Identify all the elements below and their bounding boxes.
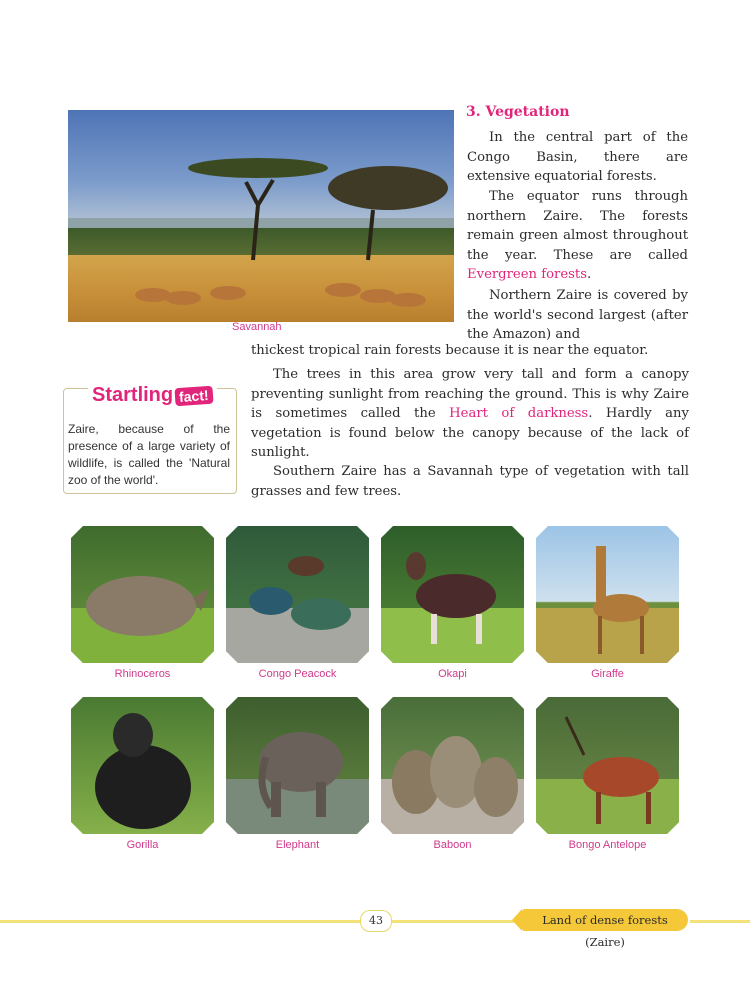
animal-caption: Elephant: [275, 839, 320, 851]
savannah-photo: [68, 110, 454, 322]
gorilla-photo: [71, 697, 214, 834]
heart-of-darkness-term: Heart of darkness: [449, 406, 589, 421]
page-number: 43: [360, 910, 392, 932]
paragraph-1-text: In the central part of the Congo Basin, there are extensive equatorial forests.: [467, 130, 688, 184]
paragraph-2-end: .: [587, 267, 592, 282]
paragraph-3-bottom: [251, 341, 691, 361]
startling-fact-title: [88, 384, 217, 407]
paragraph-3-top: [467, 286, 688, 345]
animal-caption: Okapi: [438, 668, 467, 680]
fact-badge: fact!: [175, 386, 214, 407]
animal-caption: Giraffe: [591, 668, 624, 680]
acacia-and-gazelles: [68, 110, 454, 322]
bongo-antelope-photo: [536, 697, 679, 834]
animal-caption: Gorilla: [126, 839, 159, 851]
paragraph-2: [467, 187, 688, 285]
paragraph-3-bottom-text: thickest tropical rain forests because it is near the equator.: [251, 343, 649, 358]
chapter-title-tab: Land of dense forests (Zaire): [522, 909, 688, 931]
paragraph-1: [467, 128, 688, 187]
rhinoceros-photo: [71, 526, 214, 663]
footer-rule-middle: [392, 920, 522, 923]
okapi-photo: [381, 526, 524, 663]
paragraph-5: [251, 462, 689, 501]
paragraph-2-text: The equator runs through northern Zaire. The forests remain green almost throughout the year. These are called: [467, 189, 688, 263]
savannah-caption: Savannah: [232, 321, 282, 333]
paragraph-3-top-text: Northern Zaire is covered by the world's second largest (after the Amazon) and: [467, 288, 688, 342]
congo-peacock-photo: [226, 526, 369, 663]
footer-rule-left: [0, 920, 360, 923]
animal-caption: Congo Peacock: [258, 668, 337, 680]
animal-caption: Baboon: [433, 839, 472, 851]
paragraph-4: [251, 365, 689, 463]
paragraph-5-text: Southern Zaire has a Savannah type of vegetation with tall grasses and few trees.: [251, 464, 689, 499]
elephant-photo: [226, 697, 369, 834]
animal-caption: Bongo Antelope: [568, 839, 647, 851]
footer-rule-right: [690, 920, 750, 923]
animal-caption: Rhinoceros: [114, 668, 171, 680]
giraffe-photo: [536, 526, 679, 663]
baboon-photo: [381, 697, 524, 834]
section-heading: 3. Vegetation: [466, 104, 570, 120]
paragraph-4-text: The trees in this area grow very tall and form a canopy preventing sunlight from reaching the ground. This is why Zaire is sometimes called the: [251, 367, 689, 421]
paragraph-4-end: . Hardly any vegetation is found below the canopy because of the lack of sunlight.: [251, 406, 689, 460]
startling-word: Startling: [92, 384, 174, 406]
evergreen-forests-term: Evergreen forests: [467, 267, 587, 282]
startling-fact-text: Zaire, because of the presence of a large variety of wildlife, is called the 'Natural zoo of the world'.: [68, 422, 230, 487]
